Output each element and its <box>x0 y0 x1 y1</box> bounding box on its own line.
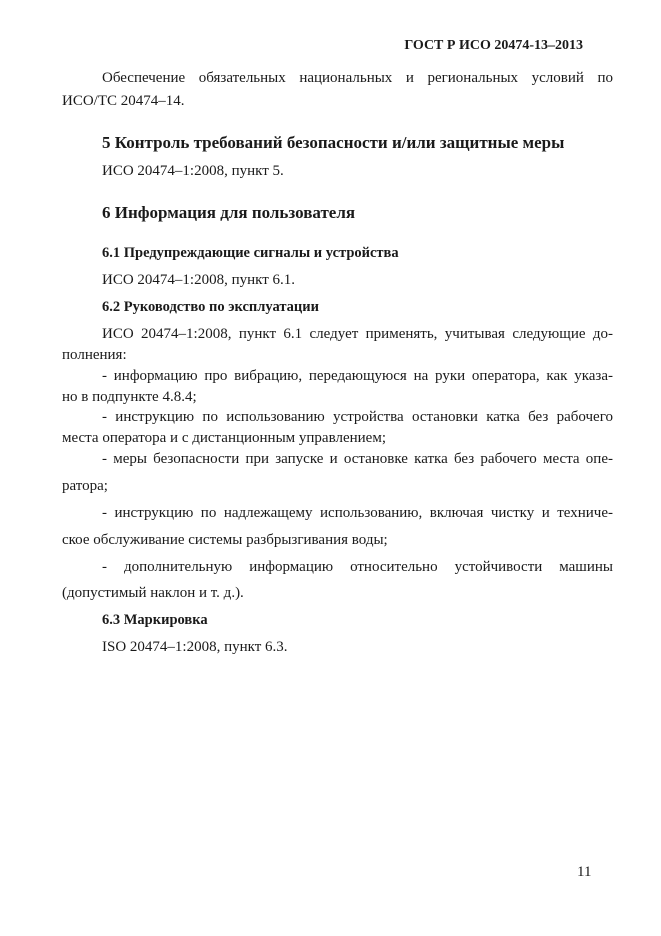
section-6-2-intro-2: полнения: <box>62 347 127 363</box>
section-5-ref: ИСО 20474–1:2008, пункт 5. <box>102 163 284 179</box>
list-item-4-line-1: - инструкцию по надлежащему использованию, включая чистку и техниче- <box>102 505 613 521</box>
list-item-1-line-2: но в подпункте 4.8.4; <box>62 389 197 405</box>
page-number: 11 <box>577 864 592 880</box>
section-6-2-title: 6.2 Руководство по эксплуатации <box>102 299 319 315</box>
section-6-3-ref: ISO 20474–1:2008, пункт 6.3. <box>102 639 288 655</box>
list-item-5-line-2: (допустимый наклон и т. д.). <box>62 585 244 601</box>
list-item-4-line-2: ское обслуживание системы разбрызгивания воды; <box>62 532 388 548</box>
intro-line-1: Обеспечение обязательных национальных и региональных условий по <box>102 70 613 86</box>
section-6-2-intro-1: ИСО 20474–1:2008, пункт 6.1 следует применять, учитывая следующие до- <box>102 326 613 342</box>
section-6-3-title: 6.3 Маркировка <box>102 612 208 628</box>
list-item-5-line-1: - дополнительную информацию относительно устойчивости машины <box>102 559 613 575</box>
document-header: ГОСТ Р ИСО 20474-13–2013 <box>404 38 583 53</box>
section-6-title: 6 Информация для пользователя <box>102 203 356 222</box>
list-item-3-line-2: ратора; <box>62 478 108 494</box>
list-item-2-line-1: - инструкцию по использованию устройства остановки катка без рабочего <box>102 409 613 425</box>
list-item-2-line-2: места оператора и с дистанционным управлением; <box>62 430 386 446</box>
section-6-1-title: 6.1 Предупреждающие сигналы и устройства <box>102 245 399 261</box>
intro-line-2: ИСО/ТС 20474–14. <box>62 93 185 109</box>
section-6-1-ref: ИСО 20474–1:2008, пункт 6.1. <box>102 272 296 288</box>
list-item-1-line-1: - информацию про вибрацию, передающуюся на руки оператора, как указа- <box>102 368 613 384</box>
section-5-title: 5 Контроль требований безопасности и/или защитные меры <box>102 133 565 152</box>
list-item-3-line-1: - меры безопасности при запуске и остановке катка без рабочего места опе- <box>102 451 613 467</box>
